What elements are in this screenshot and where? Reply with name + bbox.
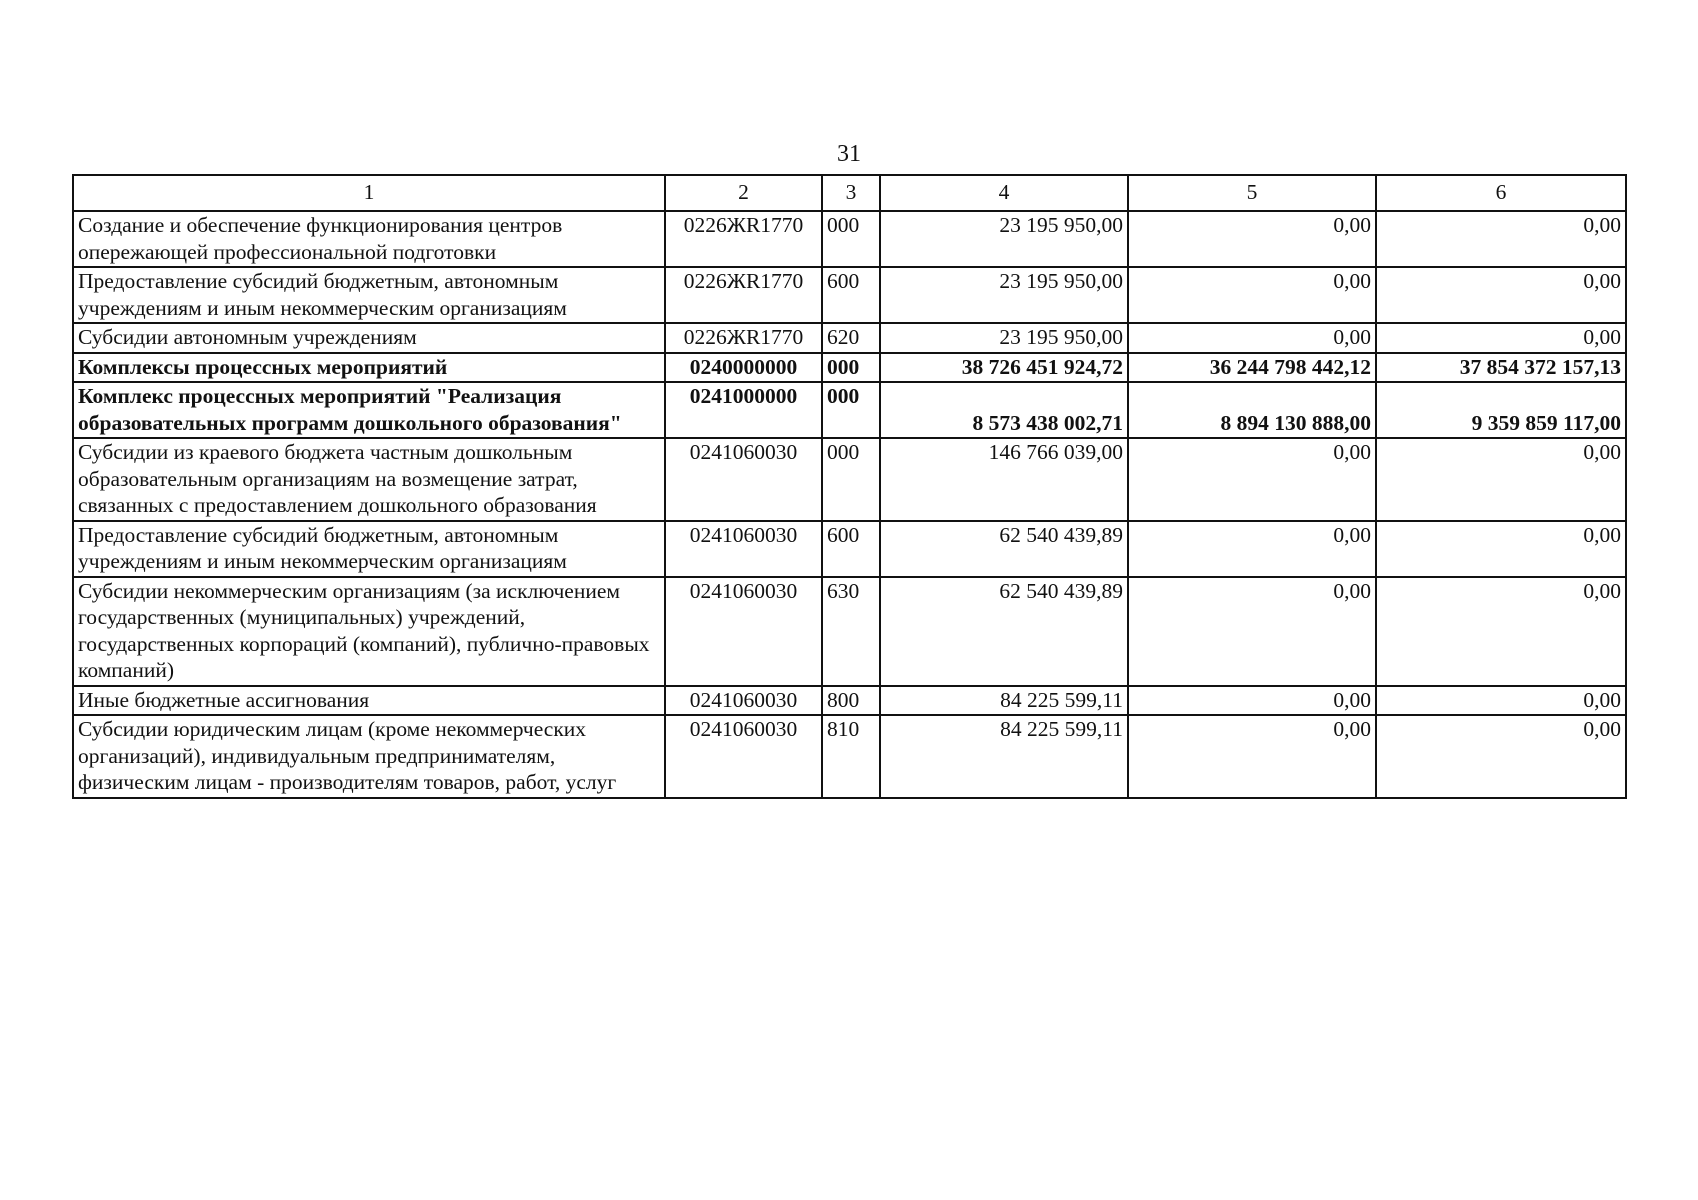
- row-value-col5: 0,00: [1128, 211, 1376, 267]
- row-name: Комплексы процессных мероприятий: [73, 353, 665, 383]
- row-name: Предоставление субсидий бюджетным, автономным учреждениям и иным некоммерческим организациям: [73, 267, 665, 323]
- row-name: Субсидии автономным учреждениям: [73, 323, 665, 353]
- row-name: Субсидии некоммерческим организациям (за исключением государственных (муниципальных) учреждений, государственных корпораций (компаний), публично-правовых компаний): [73, 577, 665, 686]
- row-target-code: 0241060030: [665, 521, 822, 577]
- row-value-col5: 0,00: [1128, 438, 1376, 521]
- table-row: [73, 686, 1626, 716]
- row-value-col6: 0,00: [1376, 521, 1626, 577]
- row-value-col6: 0,00: [1376, 686, 1626, 716]
- row-expense-type: 000: [822, 438, 880, 521]
- row-value-col5: 0,00: [1128, 715, 1376, 798]
- row-expense-type: 630: [822, 577, 880, 686]
- page-number: 31: [837, 141, 861, 167]
- table-row: [73, 267, 1626, 323]
- row-target-code: 0226ЖR1770: [665, 211, 822, 267]
- row-name: Предоставление субсидий бюджетным, автономным учреждениям и иным некоммерческим организациям: [73, 521, 665, 577]
- row-value-col6: 0,00: [1376, 577, 1626, 686]
- row-value-col6: 9 359 859 117,00: [1376, 382, 1626, 438]
- table-body: [73, 211, 1626, 798]
- row-value-col4: 84 225 599,11: [880, 686, 1128, 716]
- column-header-6: 6: [1376, 175, 1626, 211]
- row-name: Комплекс процессных мероприятий "Реализация образовательных программ дошкольного образования": [73, 382, 665, 438]
- table-row: [73, 382, 1626, 438]
- row-expense-type: 620: [822, 323, 880, 353]
- row-expense-type: 600: [822, 521, 880, 577]
- table-row: [73, 521, 1626, 577]
- row-value-col4: 8 573 438 002,71: [880, 382, 1128, 438]
- row-value-col4: 38 726 451 924,72: [880, 353, 1128, 383]
- row-value-col4: 23 195 950,00: [880, 323, 1128, 353]
- row-value-col5: 8 894 130 888,00: [1128, 382, 1376, 438]
- row-expense-type: 000: [822, 382, 880, 438]
- row-expense-type: 000: [822, 353, 880, 383]
- row-value-col6: 0,00: [1376, 438, 1626, 521]
- row-value-col4: 84 225 599,11: [880, 715, 1128, 798]
- table-row: [73, 211, 1626, 267]
- row-name: Иные бюджетные ассигнования: [73, 686, 665, 716]
- row-value-col6: 37 854 372 157,13: [1376, 353, 1626, 383]
- table-header: [73, 175, 1626, 211]
- column-header-2: 2: [665, 175, 822, 211]
- column-header-4: 4: [880, 175, 1128, 211]
- row-target-code: 0226ЖR1770: [665, 267, 822, 323]
- row-value-col4: 62 540 439,89: [880, 577, 1128, 686]
- budget-table: [72, 174, 1627, 799]
- table-row: [73, 577, 1626, 686]
- row-expense-type: 600: [822, 267, 880, 323]
- row-value-col4: 23 195 950,00: [880, 211, 1128, 267]
- column-header-5: 5: [1128, 175, 1376, 211]
- row-target-code: 0241060030: [665, 686, 822, 716]
- row-expense-type: 000: [822, 211, 880, 267]
- table-row: [73, 353, 1626, 383]
- row-value-col5: 36 244 798 442,12: [1128, 353, 1376, 383]
- row-target-code: 0240000000: [665, 353, 822, 383]
- row-value-col5: 0,00: [1128, 267, 1376, 323]
- row-value-col5: 0,00: [1128, 323, 1376, 353]
- row-value-col6: 0,00: [1376, 211, 1626, 267]
- header-row: [73, 175, 1626, 211]
- row-target-code: 0241060030: [665, 715, 822, 798]
- column-header-1: 1: [73, 175, 665, 211]
- row-name: Субсидии юридическим лицам (кроме некоммерческих организаций), индивидуальным предпринимателям, физическим лицам - производителям товаров, работ, услуг: [73, 715, 665, 798]
- row-target-code: 0241060030: [665, 438, 822, 521]
- row-value-col6: 0,00: [1376, 715, 1626, 798]
- row-value-col5: 0,00: [1128, 577, 1376, 686]
- row-target-code: 0226ЖR1770: [665, 323, 822, 353]
- row-value-col4: 62 540 439,89: [880, 521, 1128, 577]
- row-expense-type: 800: [822, 686, 880, 716]
- row-value-col6: 0,00: [1376, 267, 1626, 323]
- table-row: [73, 438, 1626, 521]
- row-value-col4: 23 195 950,00: [880, 267, 1128, 323]
- table-row: [73, 715, 1626, 798]
- row-value-col5: 0,00: [1128, 686, 1376, 716]
- row-expense-type: 810: [822, 715, 880, 798]
- column-header-3: 3: [822, 175, 880, 211]
- row-target-code: 0241060030: [665, 577, 822, 686]
- row-value-col5: 0,00: [1128, 521, 1376, 577]
- row-value-col4: 146 766 039,00: [880, 438, 1128, 521]
- table-row: [73, 323, 1626, 353]
- row-name: Субсидии из краевого бюджета частным дошкольным образовательным организациям на возмещение затрат, связанных с предоставлением дошкольного образования: [73, 438, 665, 521]
- row-name: Создание и обеспечение функционирования центров опережающей профессиональной подготовки: [73, 211, 665, 267]
- row-target-code: 0241000000: [665, 382, 822, 438]
- row-value-col6: 0,00: [1376, 323, 1626, 353]
